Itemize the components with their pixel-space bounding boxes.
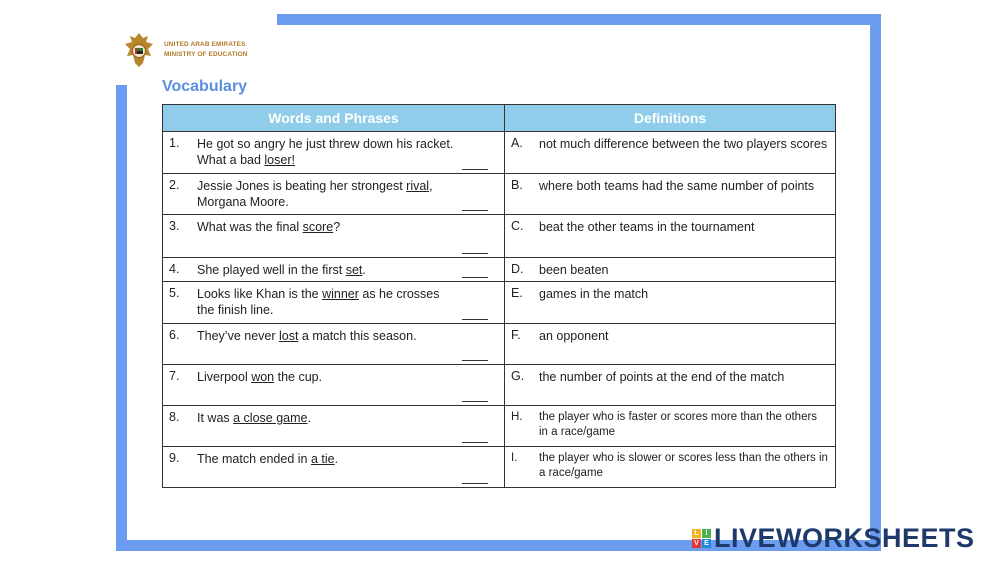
definition-cell	[505, 215, 836, 258]
phrase-cell	[163, 174, 505, 215]
phrase-text	[197, 262, 459, 281]
definition-text: games in the match	[539, 287, 649, 301]
phrase-text-pre: Liverpool	[197, 370, 252, 384]
phrase-text	[197, 286, 459, 323]
vocab-word: a close game	[233, 411, 308, 425]
frame-right-border	[870, 14, 881, 551]
definition-cell	[505, 324, 836, 365]
definition-text: an opponent	[539, 329, 609, 343]
definition-letter: B.	[511, 178, 523, 192]
definition-text: the number of points at the end of the match	[539, 370, 785, 384]
table-row	[163, 406, 836, 447]
phrase-text-pre: What was the final	[197, 220, 303, 234]
phrase-text	[197, 410, 459, 446]
answer-blank[interactable]	[462, 253, 488, 254]
phrase-text-post: the cup.	[274, 370, 323, 384]
table-row	[163, 215, 836, 258]
phrase-number: 7.	[169, 369, 180, 383]
brand-icon-letter: E	[702, 539, 711, 548]
phrase-text-pre: It was	[197, 411, 234, 425]
table-row	[163, 324, 836, 365]
phrase-number: 2.	[169, 178, 180, 192]
phrase-text-pre: Looks like Khan is the	[197, 287, 323, 301]
vocab-word: lost	[278, 329, 299, 343]
phrase-text-post: .	[307, 411, 311, 425]
definition-letter: I.	[511, 452, 518, 464]
table-row	[163, 447, 836, 488]
vocab-word: set	[345, 263, 363, 277]
phrase-number: 3.	[169, 219, 180, 233]
phrase-text-post: a match this season.	[298, 329, 417, 343]
column-header-words: Words and Phrases	[163, 105, 505, 132]
phrase-text-post: ?	[333, 220, 341, 234]
phrase-text-pre: She played well in the first	[197, 263, 346, 277]
phrase-number: 9.	[169, 451, 180, 465]
column-header-definitions: Definitions	[505, 105, 836, 132]
brand-name: LIVEWORKSHEETS	[714, 523, 975, 553]
vocab-word: rival	[406, 179, 430, 193]
definition-text: been beaten	[539, 263, 609, 277]
phrase-number: 6.	[169, 328, 180, 342]
phrase-number: 1.	[169, 136, 180, 150]
answer-blank[interactable]	[462, 210, 488, 211]
uae-emblem-icon	[122, 30, 156, 70]
definition-letter: A.	[511, 136, 523, 150]
phrase-cell	[163, 365, 505, 406]
vocab-word: loser!	[264, 153, 295, 167]
vocab-word: a tie	[310, 452, 335, 466]
page-title: Vocabulary	[162, 78, 248, 95]
definition-letter: H.	[511, 411, 523, 423]
definition-cell	[505, 174, 836, 215]
answer-blank[interactable]	[462, 169, 488, 170]
phrase-text	[197, 369, 459, 405]
phrase-text	[197, 136, 459, 173]
answer-blank[interactable]	[462, 483, 488, 484]
liveworksheets-brand	[692, 523, 975, 554]
phrase-number: 4.	[169, 262, 180, 276]
definition-letter: G.	[511, 369, 525, 383]
phrase-cell	[163, 406, 505, 447]
phrase-text-pre: Jessie Jones is beating her strongest	[197, 179, 407, 193]
vocabulary-table	[162, 104, 836, 488]
definition-letter: C.	[511, 219, 524, 233]
table-row	[163, 365, 836, 406]
ministry-line-1: UNITED ARAB EMIRATES	[164, 41, 246, 48]
ministry-line-2: MINISTRY OF EDUCATION	[164, 51, 248, 58]
brand-icon-letter: V	[692, 539, 701, 548]
phrase-text	[197, 219, 459, 257]
definition-cell	[505, 447, 836, 488]
phrase-number: 8.	[169, 410, 180, 424]
definition-letter: F.	[511, 328, 521, 342]
vocab-word: winner	[322, 287, 359, 301]
phrase-cell	[163, 258, 505, 282]
ministry-logo	[122, 30, 248, 70]
phrase-cell	[163, 215, 505, 258]
phrase-cell	[163, 324, 505, 365]
answer-blank[interactable]	[462, 319, 488, 320]
definition-cell	[505, 365, 836, 406]
definition-cell	[505, 406, 836, 447]
table-row	[163, 282, 836, 324]
phrase-text-post: , Morgana Moore.	[197, 179, 433, 209]
phrase-text	[197, 178, 459, 214]
definition-text: beat the other teams in the tournament	[539, 220, 755, 234]
definition-text: not much difference between the two players scores	[539, 137, 828, 151]
frame-top-border	[277, 14, 881, 25]
vocab-word: won	[251, 370, 275, 384]
phrase-cell	[163, 132, 505, 174]
answer-blank[interactable]	[462, 401, 488, 402]
frame-left-border	[116, 85, 127, 551]
phrase-text-pre: He got so angry he just threw down his racket. What a bad	[197, 137, 454, 167]
phrase-text-post: as he crosses the finish line.	[197, 287, 440, 317]
definition-text: the player who is slower or scores less than the others in a race/game	[539, 452, 828, 479]
definition-cell	[505, 282, 836, 324]
definition-text: where both teams had the same number of points	[539, 179, 815, 193]
definition-text: the player who is faster or scores more than the others in a race/game	[539, 411, 818, 438]
phrase-text-pre: They’ve never	[197, 329, 279, 343]
ministry-name	[164, 40, 248, 60]
table-row	[163, 258, 836, 282]
definition-cell	[505, 258, 836, 282]
brand-icon-letter: L	[692, 529, 701, 538]
phrase-text	[197, 328, 459, 364]
phrase-text-post: .	[362, 263, 366, 277]
answer-blank[interactable]	[462, 277, 488, 278]
phrase-number: 5.	[169, 286, 180, 300]
phrase-text-pre: The match ended in	[197, 452, 311, 466]
liveworksheets-logo-icon	[692, 529, 711, 548]
table-row	[163, 132, 836, 174]
vocab-word: score	[302, 220, 334, 234]
answer-blank[interactable]	[462, 360, 488, 361]
phrase-text	[197, 451, 459, 487]
phrase-text-post: .	[334, 452, 339, 466]
brand-icon-letter: I	[702, 529, 711, 538]
definition-letter: E.	[511, 286, 523, 300]
table-row	[163, 174, 836, 215]
phrase-cell	[163, 447, 505, 488]
definition-letter: D.	[511, 262, 524, 276]
phrase-cell	[163, 282, 505, 324]
answer-blank[interactable]	[462, 442, 488, 443]
definition-cell	[505, 132, 836, 174]
